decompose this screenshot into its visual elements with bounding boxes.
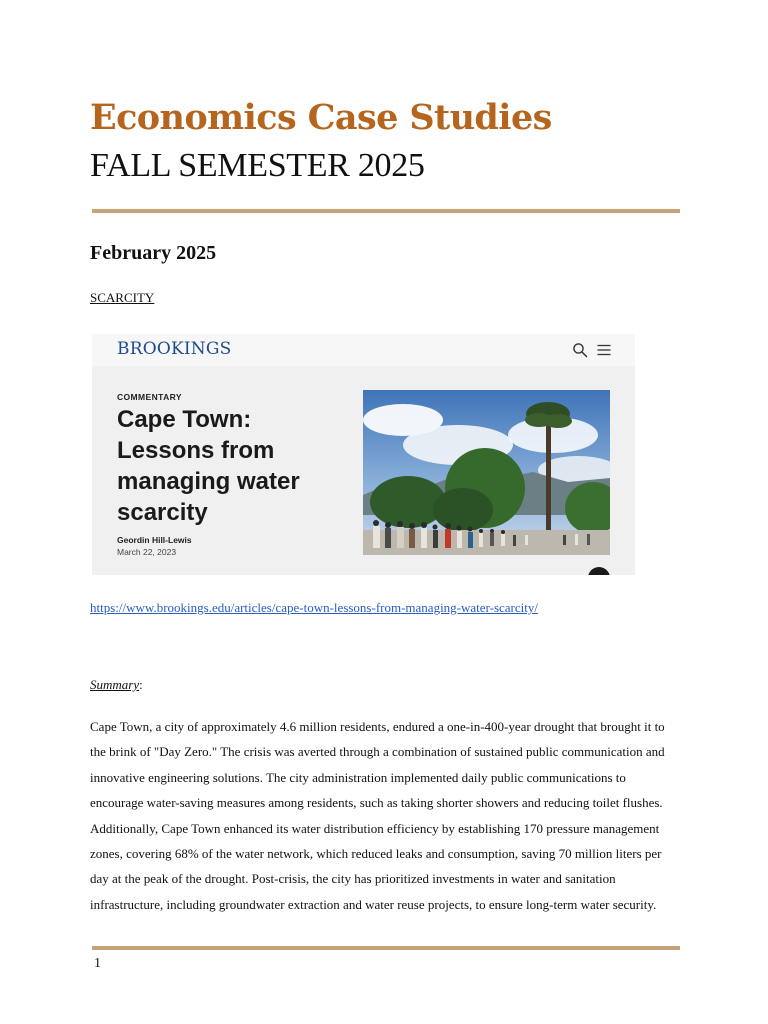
menu-icon[interactable] (596, 342, 612, 358)
article-kicker: COMMENTARY (117, 392, 182, 402)
summary-paragraph: Cape Town, a city of approximately 4.6 million residents, endured a one-in-400-year drought that brought it to the brink of "Day Zero." The crisis was averted through a combination of sustained public communication and innovative engineering solutions. The city administration implemented daily public communications to encourage water-saving measures among residents, such as taking shorter showers and reducing toilet flushes. Additionally, Cape Town enhanced its water distribution efficiency by establishing 170 pressure management zones, covering 68% of the water network, which reduced leaks and consumption, saving 70 million liters per day at the peak of the drought. Post-crisis, the city has prioritized investments in water and sanitation infrastructure, including groundwater extraction and water reuse projects, to ensure long-term water security. (90, 719, 665, 912)
article-date: March 22, 2023 (117, 547, 177, 557)
article-photo (363, 390, 610, 555)
summary-label-text: Summary (90, 677, 140, 692)
brookings-logo[interactable]: BROOKINGS (117, 339, 232, 359)
summary-label (90, 677, 143, 693)
article-author: Geordin Hill-Lewis (117, 535, 192, 545)
document-title: Economics Case Studies (90, 97, 552, 138)
article-url-link[interactable]: https://www.brookings.edu/articles/cape-town-lessons-from-managing-water-scarcity/ (90, 600, 538, 615)
article-preview-card[interactable] (92, 334, 635, 575)
footer-divider (92, 946, 680, 950)
card-body (92, 366, 635, 575)
topic-link[interactable]: SCARCITY (90, 290, 155, 305)
month-heading: February 2025 (90, 242, 217, 264)
document-subtitle: FALL SEMESTER 2025 (90, 147, 425, 184)
summary-label-colon: : (139, 677, 143, 692)
page-number: 1 (94, 956, 101, 971)
header-divider (92, 209, 680, 213)
article-headline[interactable]: Cape Town: Lessons from managing water scarcity (117, 406, 300, 526)
card-header-bar (92, 334, 635, 366)
search-icon[interactable] (572, 342, 588, 358)
